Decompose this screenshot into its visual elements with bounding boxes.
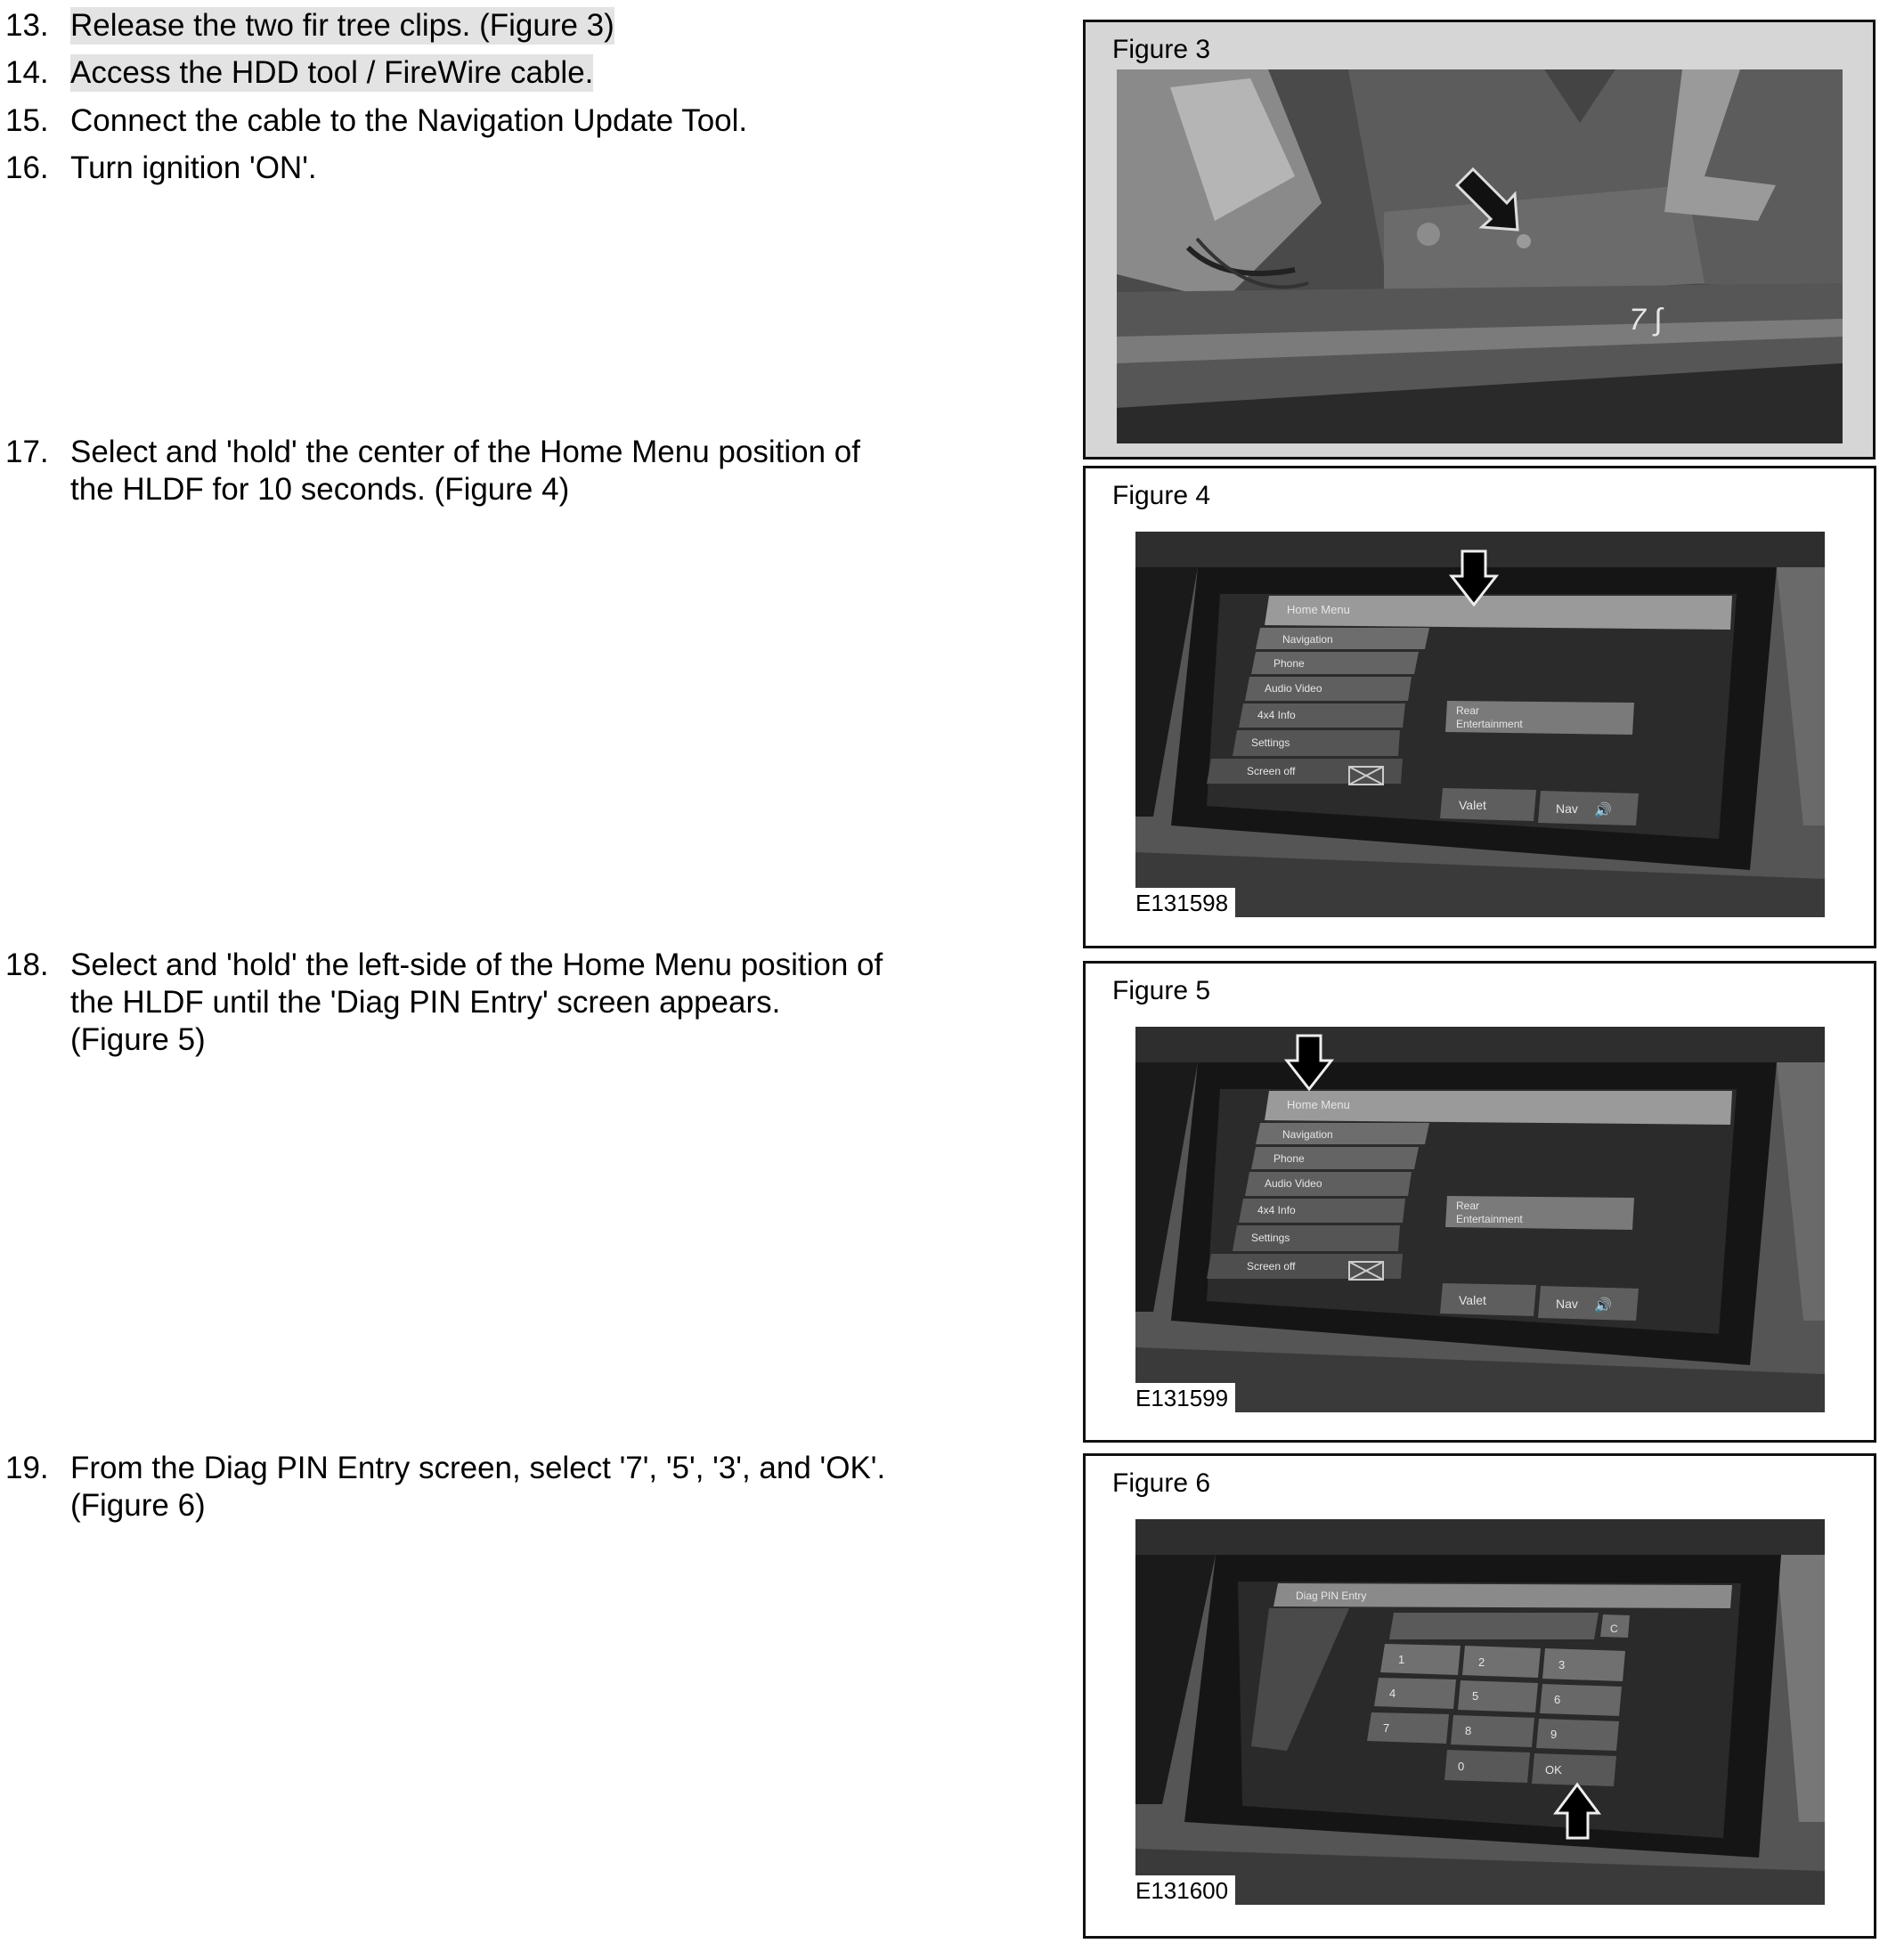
handwriting: 7 ∫ <box>1629 303 1663 337</box>
step-number: 16. <box>5 150 49 185</box>
nav-volume-button[interactable] <box>1538 1286 1639 1321</box>
rear-label-line2: Entertainment <box>1456 718 1523 730</box>
speaker-icon: 🔊 <box>1594 803 1612 818</box>
step-number: 19. <box>5 1451 49 1485</box>
image-code: E131599 <box>1135 1383 1235 1412</box>
menu-item-settings[interactable]: Settings <box>1251 1232 1290 1244</box>
key-8[interactable] <box>1451 1715 1534 1747</box>
menu-item-screen-off[interactable]: Screen off <box>1247 1260 1296 1273</box>
key-0-label: 0 <box>1458 1760 1465 1773</box>
step-number: 14. <box>5 55 49 90</box>
figure-3-photo <box>1117 69 1843 443</box>
key-1[interactable] <box>1380 1644 1461 1675</box>
rear-label-line1: Rear <box>1456 704 1480 717</box>
key-9-label: 9 <box>1550 1728 1558 1741</box>
key-3[interactable] <box>1542 1648 1625 1681</box>
menu-item-4x4-info[interactable]: 4x4 Info <box>1257 709 1296 721</box>
step-text: the HLDF for 10 seconds. (Figure 4) <box>70 472 570 507</box>
menu-item-4x4-info[interactable]: 4x4 Info <box>1257 1204 1296 1216</box>
menu-item-audio-video[interactable]: Audio Video <box>1265 1177 1322 1190</box>
image-code: E131600 <box>1135 1875 1235 1905</box>
valet-button[interactable] <box>1440 788 1536 821</box>
valet-button[interactable] <box>1440 1283 1536 1316</box>
key-7[interactable] <box>1367 1712 1449 1744</box>
figure-4 <box>1083 466 1876 948</box>
step-text: (Figure 6) <box>70 1488 206 1523</box>
figure-3 <box>1083 20 1876 460</box>
figure-5 <box>1083 961 1876 1443</box>
menu-item-audio-video[interactable]: Audio Video <box>1265 682 1322 695</box>
key-3-label: 3 <box>1558 1658 1566 1671</box>
step-text: Access the HDD tool / FireWire cable. <box>70 55 594 90</box>
key-8-label: 8 <box>1465 1724 1472 1737</box>
step-text: Select and 'hold' the left-side of the Home Menu position of <box>70 947 883 982</box>
menu-item-phone[interactable]: Phone <box>1273 1152 1305 1165</box>
screen-title: Home Menu <box>1287 1098 1350 1111</box>
key-7-label: 7 <box>1383 1721 1390 1735</box>
step-text: Turn ignition 'ON'. <box>70 150 317 185</box>
step-number: 18. <box>5 947 49 982</box>
pin-entry-field[interactable] <box>1389 1613 1599 1639</box>
key-6-label: 6 <box>1554 1693 1561 1706</box>
valet-label: Valet <box>1459 798 1486 812</box>
clear-label: C <box>1610 1622 1618 1635</box>
figure-label: Figure 4 <box>1112 481 1211 510</box>
figure-label: Figure 3 <box>1112 35 1211 64</box>
key-6[interactable] <box>1540 1684 1622 1716</box>
menu-item-phone[interactable]: Phone <box>1273 657 1305 670</box>
valet-label: Valet <box>1459 1293 1486 1307</box>
menu-item-screen-off[interactable]: Screen off <box>1247 765 1296 777</box>
key-ok-label: OK <box>1545 1763 1562 1777</box>
key-2[interactable] <box>1462 1646 1541 1678</box>
nav-label: Nav <box>1556 1297 1578 1311</box>
figure-6 <box>1083 1453 1876 1939</box>
step-text: Release the two fir tree clips. (Figure 3) <box>70 8 614 43</box>
step-number: 17. <box>5 435 49 469</box>
nav-label: Nav <box>1556 801 1578 816</box>
step-text: Connect the cable to the Navigation Update Tool. <box>70 103 748 138</box>
key-2-label: 2 <box>1478 1655 1485 1669</box>
figure-5-photo <box>1135 1027 1825 1412</box>
screen-title: Home Menu <box>1287 603 1350 616</box>
key-5-label: 5 <box>1472 1689 1479 1703</box>
key-5[interactable] <box>1458 1680 1538 1712</box>
screen-title: Diag PIN Entry <box>1296 1590 1367 1602</box>
menu-item-navigation[interactable]: Navigation <box>1282 1128 1333 1141</box>
step-number: 13. <box>5 8 49 43</box>
step-number: 15. <box>5 103 49 138</box>
speaker-icon: 🔊 <box>1594 1298 1612 1313</box>
menu-item-navigation[interactable]: Navigation <box>1282 633 1333 646</box>
menu-item-settings[interactable]: Settings <box>1251 736 1290 749</box>
key-1-label: 1 <box>1398 1653 1405 1666</box>
figure-6-photo <box>1135 1519 1825 1905</box>
key-9[interactable] <box>1536 1719 1619 1751</box>
image-code: E131598 <box>1135 888 1235 917</box>
key-4-label: 4 <box>1389 1687 1396 1700</box>
figure-label: Figure 6 <box>1112 1468 1211 1498</box>
rear-label-line2: Entertainment <box>1456 1213 1523 1225</box>
step-text: Select and 'hold' the center of the Home Menu position of <box>70 435 860 469</box>
figure-label: Figure 5 <box>1112 976 1211 1005</box>
key-4[interactable] <box>1374 1678 1456 1709</box>
figure-4-photo <box>1135 532 1825 917</box>
step-text: (Figure 5) <box>70 1022 206 1057</box>
rear-label-line1: Rear <box>1456 1200 1480 1212</box>
step-text: the HLDF until the 'Diag PIN Entry' screen appears. <box>70 985 781 1020</box>
nav-volume-button[interactable] <box>1538 791 1639 825</box>
step-text: From the Diag PIN Entry screen, select '7', '5', '3', and 'OK'. <box>70 1451 886 1485</box>
